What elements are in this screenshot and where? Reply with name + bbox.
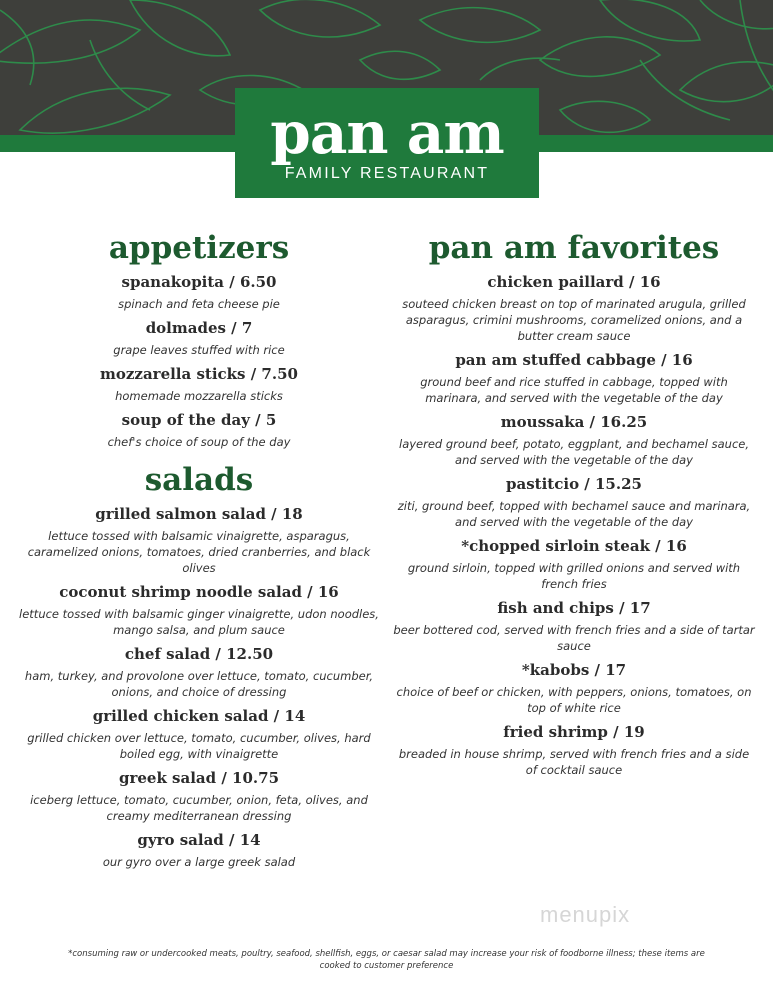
item-description: chef's choice of soup of the day [107, 435, 291, 449]
item-name: gyro salad / 14 [137, 831, 261, 849]
item-description: layered ground beef, potato, eggplant, and bechamel sauce, and served with the vegetable of the day [399, 437, 749, 467]
menu-item [14, 410, 384, 450]
restaurant-name: pan am [270, 99, 504, 167]
logo-box [235, 88, 539, 198]
menu-item [14, 830, 384, 870]
menu-item [388, 474, 760, 530]
item-name: *kabobs / 17 [521, 661, 627, 679]
item-description: ham, turkey, and provolone over lettuce, tomato, cucumber, onions, and choice of dressing [24, 669, 374, 699]
item-name: grilled chicken salad / 14 [92, 707, 306, 725]
favorites-heading: pan am favorites [428, 230, 720, 266]
item-description: souteed chicken breast on top of marinated arugula, grilled asparagus, crimini mushrooms, coramelized onions, and a butter cream sauce [402, 297, 746, 343]
item-name: spanakopita / 6.50 [121, 273, 277, 291]
menu-item [14, 768, 384, 824]
item-description: lettuce tossed with balsamic vinaigrette, asparagus, caramelized onions, tomatoes, dried cranberries, and black olives [27, 529, 371, 575]
item-name: grilled salmon salad / 18 [95, 505, 303, 523]
menu-item [14, 504, 384, 576]
menu-item [14, 582, 384, 638]
item-name: fish and chips / 17 [497, 599, 651, 617]
item-description: our gyro over a large greek salad [102, 855, 296, 869]
appetizers-heading: appetizers [108, 230, 290, 266]
allergy-footnote: *consuming raw or undercooked meats, poultry, seafood, shellfish, eggs, or caesar salad may increase your risk of foodborne illness; these items are cooked to customer preference [68, 949, 705, 971]
menu-item [14, 272, 384, 312]
item-name: soup of the day / 5 [121, 411, 277, 429]
menu-item [14, 364, 384, 404]
menu-item [388, 412, 760, 468]
salads-heading: salads [144, 462, 254, 498]
item-description: iceberg lettuce, tomato, cucumber, onion, feta, olives, and creamy mediterranean dressing [30, 793, 368, 823]
item-description: breaded in house shrimp, served with french fries and a side of cocktail sauce [398, 747, 750, 777]
menu-item [388, 660, 760, 716]
item-description: homemade mozzarella sticks [115, 389, 283, 403]
item-description: ground beef and rice stuffed in cabbage, topped with marinara, and served with the vegetable of the day [420, 375, 728, 405]
menu-item [388, 536, 760, 592]
item-name: chef salad / 12.50 [124, 645, 274, 663]
restaurant-subtitle: FAMILY RESTAURANT [284, 165, 490, 182]
item-name: coconut shrimp noodle salad / 16 [59, 583, 339, 601]
item-name: dolmades / 7 [145, 319, 253, 337]
item-description: beer bottered cod, served with french fries and a side of tartar sauce [393, 623, 755, 653]
item-name: fried shrimp / 19 [503, 723, 645, 741]
menu-item [14, 644, 384, 700]
right-column [388, 230, 760, 778]
item-description: grilled chicken over lettuce, tomato, cucumber, olives, hard boiled egg, with vinaigrette [27, 731, 371, 761]
left-column [14, 230, 384, 870]
menu-item [14, 318, 384, 358]
item-name: pastitcio / 15.25 [506, 475, 642, 493]
item-name: pan am stuffed cabbage / 16 [455, 351, 693, 369]
item-description: ground sirloin, topped with grilled onions and served with french fries [407, 561, 741, 591]
item-description: spinach and feta cheese pie [118, 297, 280, 311]
item-description: grape leaves stuffed with rice [113, 343, 285, 357]
item-name: greek salad / 10.75 [118, 769, 280, 787]
menu-item [388, 598, 760, 654]
item-name: moussaka / 16.25 [500, 413, 648, 431]
item-name: *chopped sirloin steak / 16 [461, 537, 687, 555]
item-name: mozzarella sticks / 7.50 [100, 365, 298, 383]
menu-item [388, 272, 760, 344]
menu-item [388, 350, 760, 406]
menu-item [14, 706, 384, 762]
item-name: chicken paillard / 16 [487, 273, 661, 291]
item-description: lettuce tossed with balsamic ginger vinaigrette, udon noodles, mango salsa, and plum sauce [19, 607, 379, 637]
item-description: choice of beef or chicken, with peppers, onions, tomatoes, on top of white rice [396, 685, 752, 715]
item-description: ziti, ground beef, topped with bechamel sauce and marinara, and served with the vegetable of the day [397, 499, 751, 529]
menu-item [388, 722, 760, 778]
menupix-watermark: menupix [540, 902, 631, 927]
